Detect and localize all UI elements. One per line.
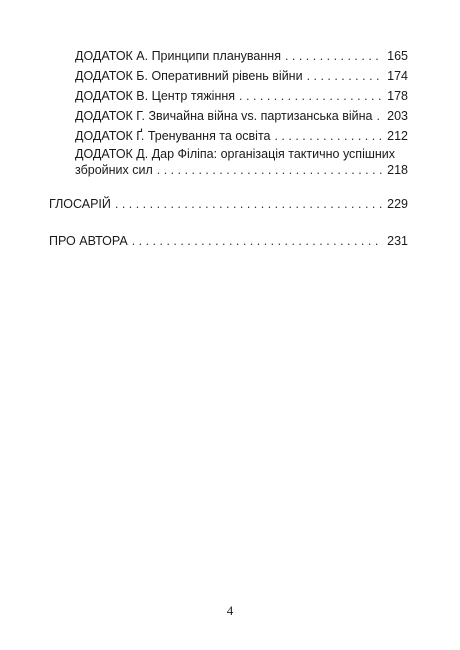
toc-entry-appendix-b[interactable] (75, 69, 408, 84)
toc-entry-title: ПРО АВТОРА (49, 234, 128, 248)
toc-entry-page: 212 (387, 129, 408, 143)
toc-entry-appendix-a[interactable] (75, 49, 408, 64)
toc-entry-glossary[interactable] (49, 197, 408, 212)
dot-leader (274, 129, 383, 144)
dot-leader (132, 234, 383, 249)
toc-entry-page: 218 (387, 163, 408, 177)
toc-entry-title: ДОДАТОК Г. Звичайна війна vs. партизанська війна (75, 109, 373, 123)
toc-entry-appendix-g[interactable] (75, 129, 408, 144)
toc-entry-appendix-h[interactable] (75, 109, 408, 124)
toc-entry-about-author[interactable] (49, 234, 408, 249)
toc-entry-page: 229 (387, 197, 408, 211)
dot-leader (157, 163, 383, 178)
toc-entry-page: 203 (387, 109, 408, 123)
dot-leader (307, 69, 384, 84)
dot-leader (376, 109, 383, 124)
dot-leader (285, 49, 383, 64)
toc-entry-title: ДОДАТОК А. Принципи планування (75, 49, 281, 63)
toc-entry-page: 174 (387, 69, 408, 83)
dot-leader (239, 89, 383, 104)
toc-entry-title: ДОДАТОК Ґ. Тренування та освіта (75, 129, 271, 143)
toc-entry-appendix-v[interactable] (75, 89, 408, 104)
toc-entry-appendix-d[interactable] (75, 163, 408, 178)
toc-entry-page: 178 (387, 89, 408, 103)
toc-entry-title: ДОДАТОК В. Центр тяжіння (75, 89, 236, 103)
toc-entry-title: ГЛОСАРІЙ (49, 197, 111, 211)
page-number: 4 (226, 603, 234, 618)
dot-leader (115, 197, 383, 212)
toc-entry-appendix-d-line1[interactable]: ДОДАТОК Д. Дар Філіпа: організація тактично успішних (75, 147, 396, 161)
toc-entry-page: 231 (387, 234, 408, 248)
toc-entry-title: збройних сил (75, 163, 153, 177)
toc-entry-page: 165 (387, 49, 408, 63)
toc-entry-title: ДОДАТОК Б. Оперативний рівень війни (75, 69, 303, 83)
